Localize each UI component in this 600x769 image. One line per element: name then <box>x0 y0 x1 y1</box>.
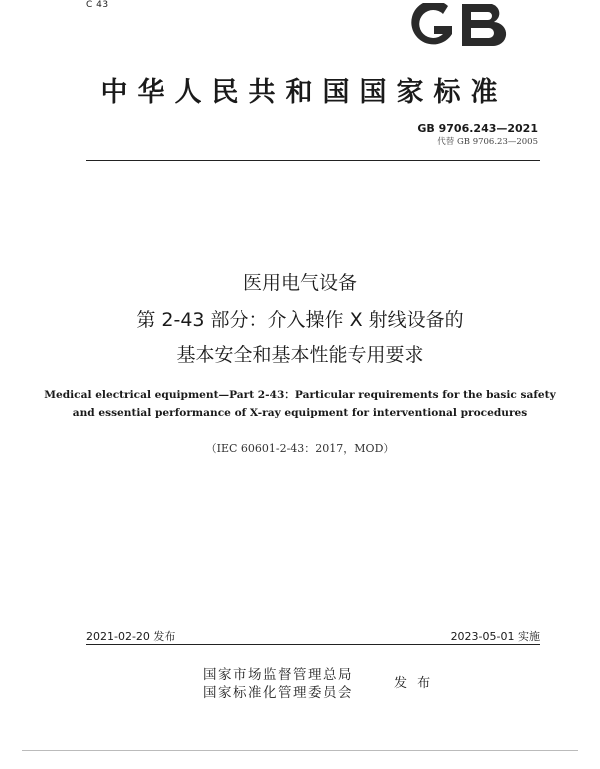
footer-divider <box>86 644 540 645</box>
title-en-line-1: Medical electrical equipment—Part 2-43：Particular requirements for the basic safety <box>44 389 556 401</box>
svg-text:GB: GB <box>402 0 404 1</box>
publish-label: 发 布 <box>394 676 434 691</box>
ccs-code: C 43 <box>86 0 109 10</box>
implementation-date: 2023-05-01 实施 <box>450 630 540 643</box>
title-en-line-2: and essential performance of X-ray equipment for interventional procedures <box>72 407 528 419</box>
title-zh-line-1: 医用电气设备 <box>242 272 357 294</box>
header-divider <box>86 160 540 161</box>
title-zh-line-3: 基本安全和基本性能专用要求 <box>176 344 424 366</box>
country-standard-heading: 中华人民共和国国家标准 <box>100 77 508 108</box>
issue-date: 2021-02-20 发布 <box>86 630 176 643</box>
page-bottom-edge <box>22 750 578 751</box>
standard-number: GB 9706.243—2021 <box>417 122 538 135</box>
issuer-sac: 国家标准化管理委员会 <box>203 685 353 701</box>
issuer-samr: 国家市场监督管理总局 <box>203 667 353 683</box>
replaces-standard: 代替 GB 9706.23—2005 <box>437 137 538 147</box>
title-zh-line-2: 第 2-43 部分：介入操作 X 射线设备的 <box>136 309 464 331</box>
gb-logo <box>402 0 514 52</box>
adoption-note: （IEC 60601-2-43：2017，MOD） <box>205 442 395 455</box>
